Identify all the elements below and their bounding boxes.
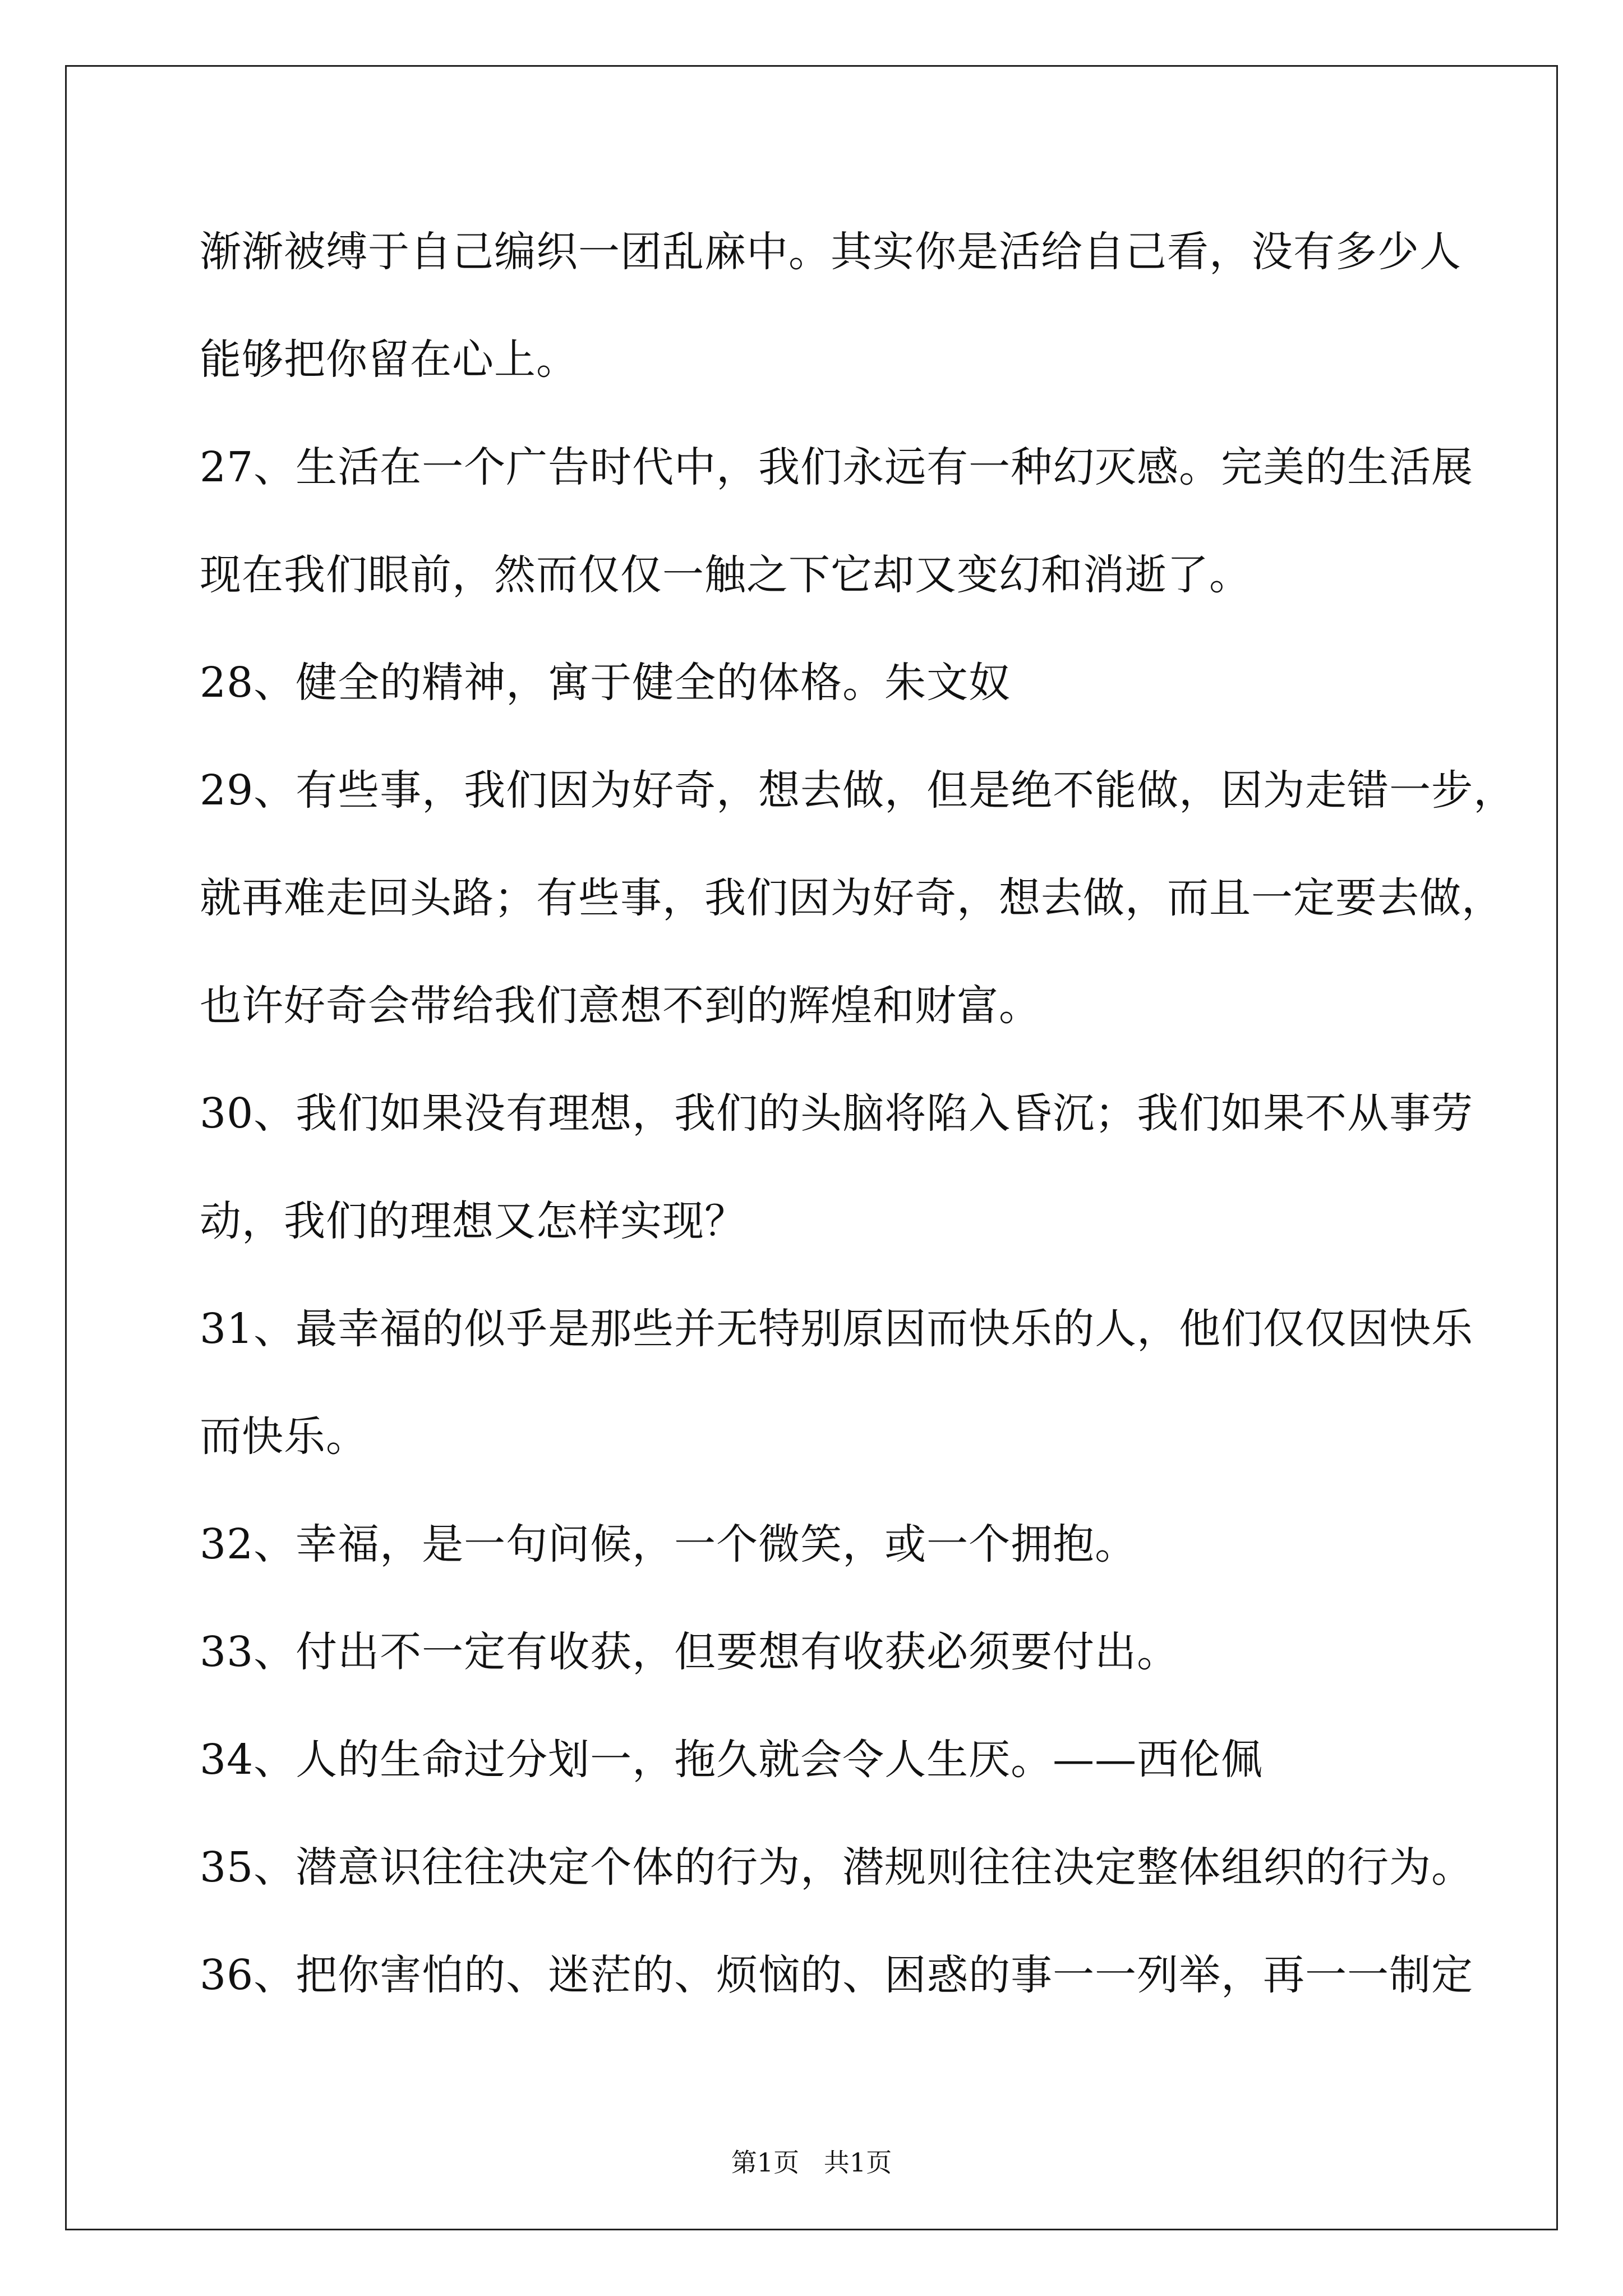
text-line: 30、我们如果没有理想，我们的头脑将陷入昏沉；我们如果不从事劳 (200, 1089, 1474, 1138)
text-line: 31、最幸福的似乎是那些并无特别原因而快乐的人，他们仅仅因快乐 (200, 1305, 1474, 1353)
page-border (65, 65, 1558, 2230)
text-line: 36、把你害怕的、迷茫的、烦恼的、困惑的事一一列举，再一一制定 (200, 1951, 1474, 1999)
text-line: 也许好奇会带给我们意想不到的辉煌和财富。 (200, 982, 1041, 1030)
text-line: 33、付出不一定有收获，但要想有收获必须要付出。 (200, 1628, 1179, 1676)
text-line: 32、幸福，是一句问候，一个微笑，或一个拥抱。 (200, 1520, 1137, 1568)
text-line: 34、人的生命过分划一，拖久就会令人生厌。——西伦佩 (200, 1736, 1264, 1784)
text-line: 29、有些事，我们因为好奇，想去做，但是绝不能做，因为走错一步， (200, 766, 1516, 815)
page-footer: 第1页 共1页 (731, 2147, 892, 2178)
text-line: 就再难走回头路；有些事，我们因为好奇，想去做，而且一定要去做， (200, 874, 1504, 922)
text-line: 而快乐。 (200, 1412, 368, 1461)
text-line: 27、生活在一个广告时代中，我们永远有一种幻灭感。完美的生活展 (200, 443, 1474, 491)
text-line: 28、健全的精神，寓于健全的体格。朱文奴 (200, 659, 1011, 707)
text-line: 动，我们的理想又怎样实现？ (200, 1197, 746, 1245)
text-line: 35、潜意识往往决定个体的行为，潜规则往往决定整体组织的行为。 (200, 1843, 1474, 1892)
text-line: 现在我们眼前，然而仅仅一触之下它却又变幻和消逝了。 (200, 551, 1251, 599)
text-line: 能够把你留在心上。 (200, 335, 578, 384)
text-line: 渐渐被缚于自己编织一团乱麻中。其实你是活给自己看，没有多少人 (200, 228, 1461, 276)
